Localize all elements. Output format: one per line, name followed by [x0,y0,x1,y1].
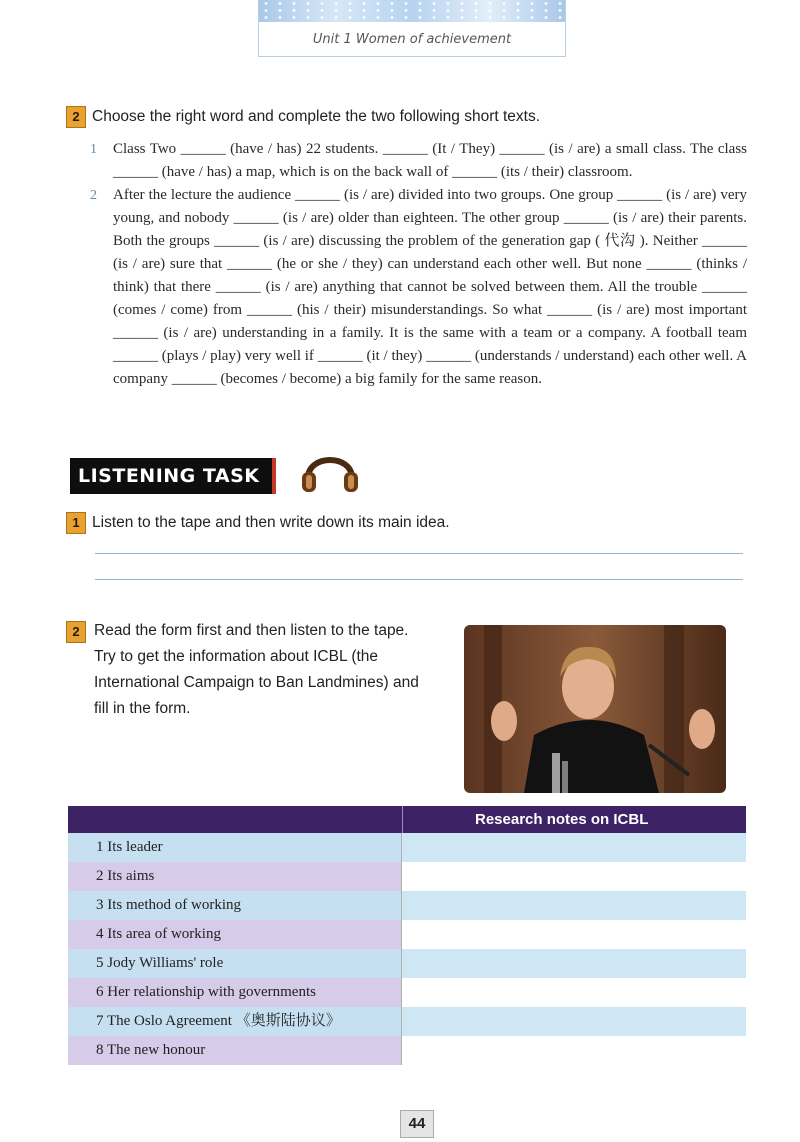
answer-line[interactable] [95,579,743,580]
unit-banner [258,0,566,57]
form-row-label: 1 Its leader [68,833,402,862]
form-row-label: 5 Jody Williams' role [68,949,402,978]
form-answer-cell[interactable] [402,920,746,949]
item-number: 2 [90,188,97,203]
form-answer-cell[interactable] [402,1036,746,1065]
form-row-label: 8 The new honour [68,1036,402,1065]
listening-task1 [66,512,450,534]
speaker-photo [464,625,726,793]
form-row [68,862,746,891]
form-header [68,806,746,833]
form-answer-cell[interactable] [402,949,746,978]
banner-decoration [259,0,565,22]
task-number-badge: 2 [66,621,86,643]
item-text: After the lecture the audience ______ (is / are) divided into two groups. One group ______ (is / are) very young, and nobody ______ (is / are) older than eighteen. The other group ______ (is / are) their parents. Both the groups ______ (is / are) discussing the problem of the generation gap ( 代沟 ). Neither ______ (is / are) sure that ______ (he or she / they) can understand each other well. But none ______ (thinks / think) that there ______ (is / are) anything that cannot be solved between them. All the trouble ______ (comes / come) from ______ (his / their) misunderstandings. So what ______ (is / are) most important ______ (is / are) understanding in a family. It is the same with a team or a company. A football team ______ (plays / play) very well if ______ (it / they) ______ (understands / understand) each other well. A company ______ (becomes / become) a big family for the same reason. [113,187,747,387]
form-header-title: Research notes on ICBL [475,811,649,828]
exercise2-instruction [66,106,540,128]
item-text: Class Two ______ (have / has) 22 students. ______ (It / They) ______ (is / are) a small class. The class ______ (have / has) a map, which is on the back wall of ______ (its / their) classroom. [113,141,747,180]
form-row [68,1007,746,1036]
task2-line: fill in the form. [94,700,191,717]
form-answer-cell[interactable] [402,862,746,891]
exercise-item-1 [90,138,747,184]
form-row [68,920,746,949]
form-header-left [68,806,403,833]
headphones-icon [300,444,360,496]
form-answer-cell[interactable] [402,978,746,1007]
form-row [68,949,746,978]
form-answer-cell[interactable] [402,1007,746,1036]
exercise-number-badge: 2 [66,106,86,128]
form-answer-cell[interactable] [402,833,746,862]
form-row [68,1036,746,1065]
task2-line: Try to get the information about ICBL (the [94,648,379,665]
form-answer-cell[interactable] [402,891,746,920]
form-row [68,978,746,1007]
item-number: 1 [90,142,97,157]
task1-instruction: Listen to the tape and then write down its main idea. [92,514,450,531]
form-row [68,833,746,862]
form-row-label: 4 Its area of working [68,920,402,949]
task2-line: International Campaign to Ban Landmines) and [94,674,419,691]
form-row-label: 7 The Oslo Agreement 《奥斯陆协议》 [68,1007,402,1036]
research-notes-form [68,806,746,1065]
task-number-badge: 1 [66,512,86,534]
exercise-item-2 [90,184,747,391]
answer-line[interactable] [95,553,743,554]
listening-task2 [66,618,456,717]
task2-line: Read the form first and then listen to the tape. [94,622,409,639]
listening-task-heading: LISTENING TASK [70,458,276,494]
instruction-text: Choose the right word and complete the two following short texts. [92,108,541,125]
form-row-label: 3 Its method of working [68,891,402,920]
form-row-label: 2 Its aims [68,862,402,891]
unit-title: Unit 1 Women of achievement [312,32,512,47]
form-row-label: 6 Her relationship with governments [68,978,402,1007]
page-number: 44 [400,1110,434,1138]
form-row [68,891,746,920]
